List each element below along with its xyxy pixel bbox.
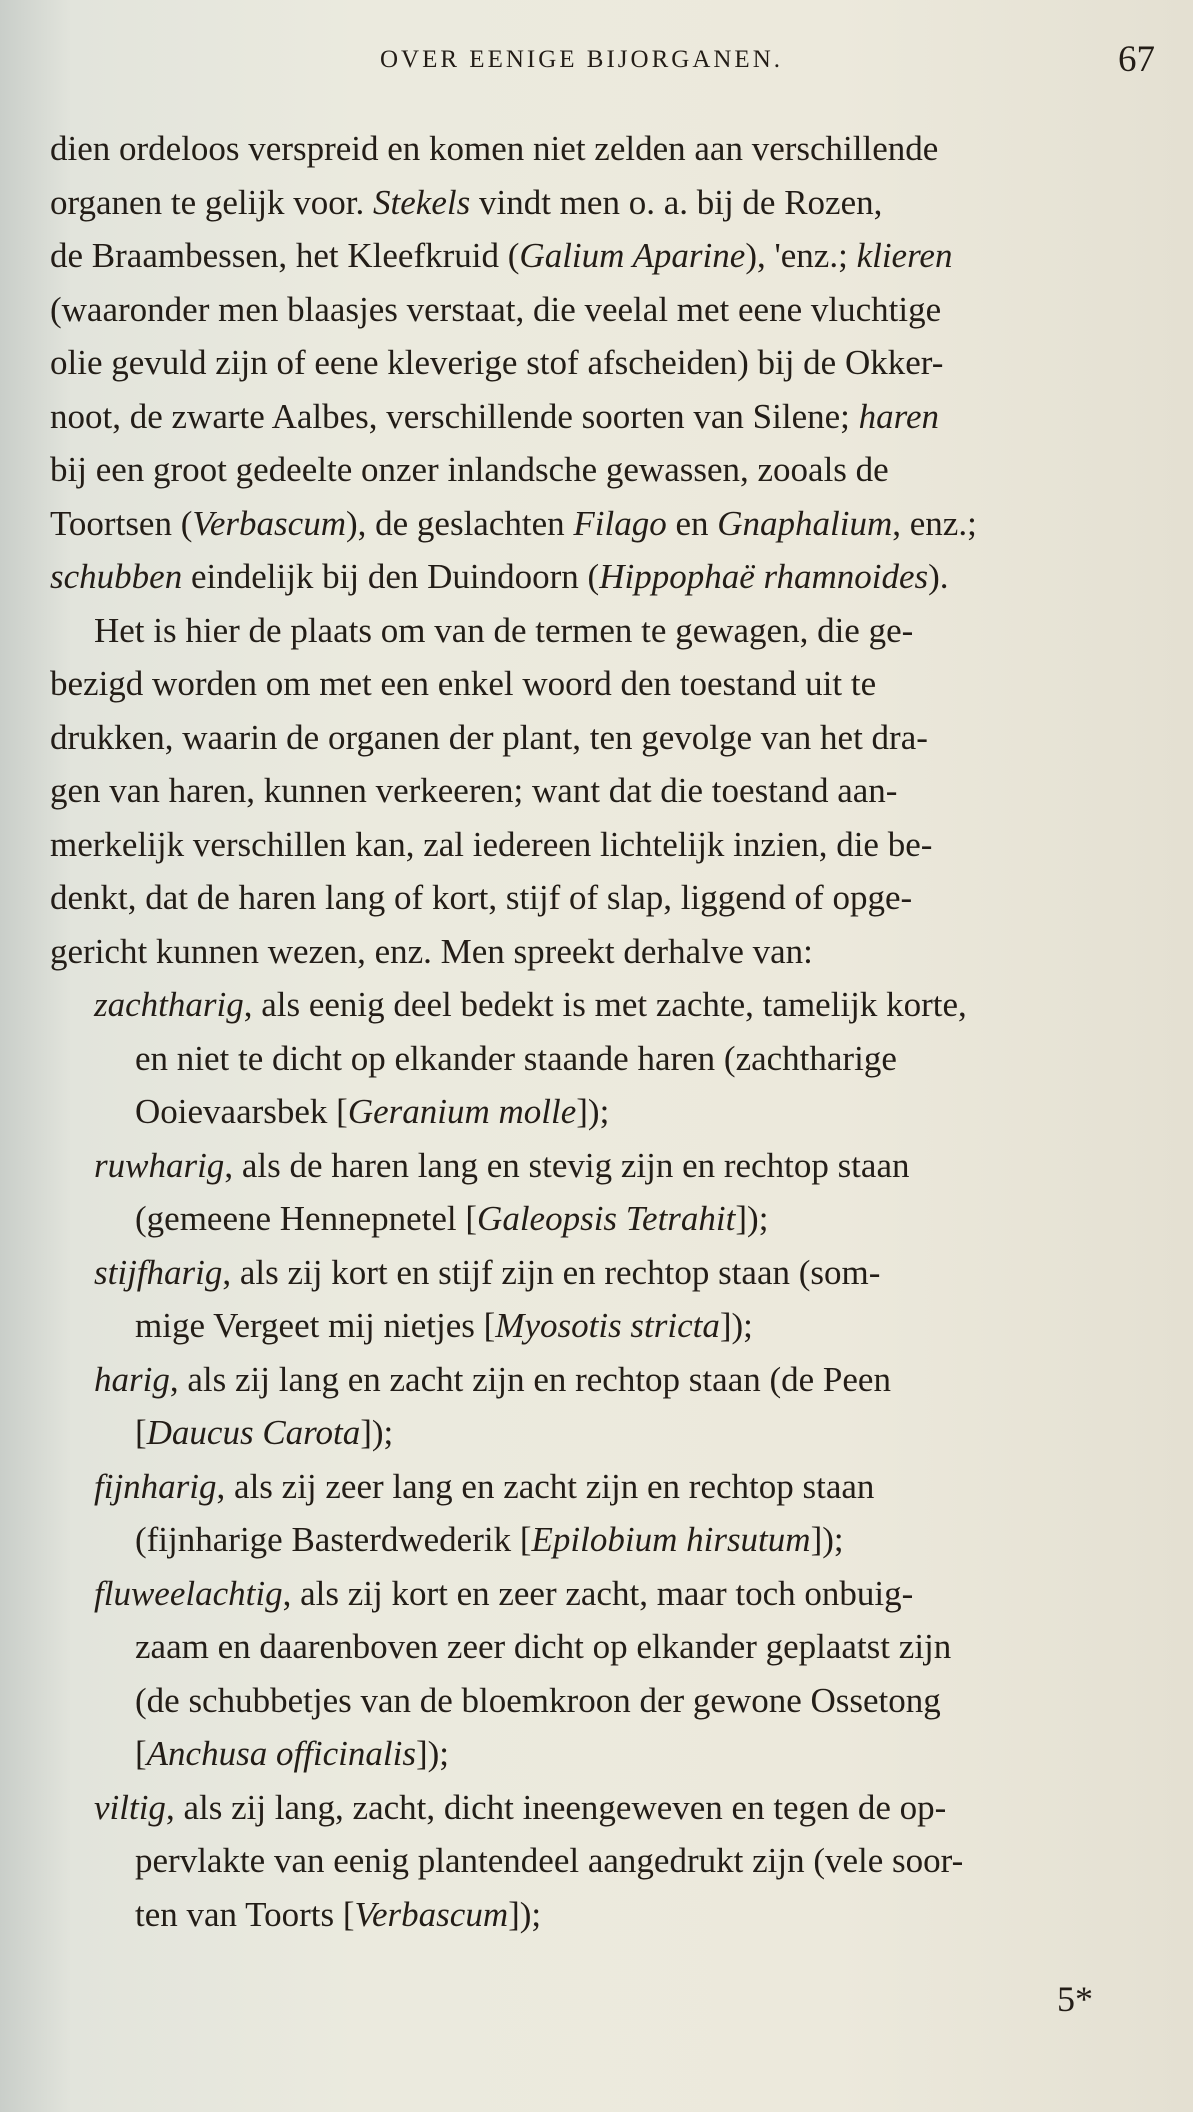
- text-line: de Braambessen, het Kleefkruid (Galium Aparine), 'enz.; klieren: [50, 236, 953, 275]
- definition-term: zachtharig: [94, 985, 244, 1024]
- text-line: bij een groot gedeelte onzer inlandsche gewassen, zooals de: [50, 450, 889, 489]
- term-schubben: schubben: [50, 557, 183, 596]
- text-line: gen van haren, kunnen verkeeren; want dat die toestand aan-: [50, 771, 898, 810]
- text-line: drukken, waarin de organen der plant, ten gevolge van het dra-: [50, 717, 928, 757]
- definition-entry: stijfharig, als zij kort en stijf zijn en rechtop staan (som- mige Vergeet mij nietjes [Myosotis stricta]);: [94, 1252, 881, 1345]
- definition-entry: harig, als zij lang en zacht zijn en rechtop staan (de Peen [Daucus Carota]);: [94, 1359, 891, 1452]
- definition-entry: fijnharig, als zij zeer lang en zacht zijn en rechtop staan (fijnharige Basterdwederik [Epilobium hirsutum]);: [94, 1466, 875, 1559]
- paragraph-start: Het is hier de plaats om van de termen te gewagen, die ge-: [94, 610, 914, 650]
- text-line: olie gevuld zijn of eene kleverige stof afscheiden) bij de Okker-: [50, 343, 944, 382]
- term-klieren: klieren: [856, 236, 953, 275]
- text-line: Toortsen (Verbascum), de geslachten Filago en Gnaphalium, enz.;: [50, 503, 977, 543]
- species-name: Verbascum: [192, 503, 346, 543]
- species-name: Gnaphalium: [717, 503, 893, 543]
- signature-mark: 5*: [1057, 1979, 1093, 2019]
- species-name: Daucus Carota: [146, 1413, 361, 1452]
- definition-term: ruwharig: [94, 1145, 225, 1185]
- species-name: Hippophaë rhamnoides: [599, 557, 929, 596]
- term-stekels: Stekels: [373, 182, 471, 222]
- definition-term: viltig: [94, 1787, 166, 1827]
- definition-term: stijfharig: [94, 1252, 223, 1292]
- text-line: denkt, dat de haren lang of kort, stijf of slap, liggend of opge-: [50, 878, 913, 917]
- species-name: Geranium molle: [347, 1092, 577, 1131]
- species-name: Galium Aparine: [519, 236, 746, 275]
- text-line: (waaronder men blaasjes verstaat, die veelal met eene vluchtige: [50, 289, 942, 329]
- definition-term: fluweelachtig: [94, 1573, 283, 1613]
- definition-term: fijnharig: [94, 1466, 217, 1506]
- definition-entry: fluweelachtig, als zij kort en zeer zacht, maar toch onbuig- zaam en daarenboven zeer dicht op elkander geplaatst zijn (de schubbetjes van de bloemkroon der gewone Ossetong [Anchusa officinalis]);: [94, 1573, 952, 1773]
- text-line: schubben eindelijk bij den Duindoorn (Hippophaë rhamnoides).: [50, 557, 949, 596]
- text-line: organen te gelijk voor. Stekels vindt men o. a. bij de Rozen,: [50, 182, 883, 222]
- text-line: bezigd worden om met een enkel woord den toestand uit te: [50, 664, 877, 703]
- definition-entry: zachtharig, als eenig deel bedekt is met zachte, tamelijk korte, en niet te dicht op elkander staande haren (zachtharige Ooievaarsbek [Geranium molle]);: [94, 985, 967, 1131]
- text-line: dien ordeloos verspreid en komen niet zelden aan verschillende: [50, 129, 939, 168]
- species-name: Anchusa officinalis: [146, 1734, 416, 1773]
- definition-entry: viltig, als zij lang, zacht, dicht ineengeweven en tegen de op- pervlakte van eenig plantendeel aangedrukt zijn (vele soor- ten van Toorts [Verbascum]);: [94, 1787, 964, 1934]
- page-header: [0, 38, 1193, 88]
- species-name: Myosotis stricta: [495, 1306, 720, 1345]
- body-text: [50, 122, 1155, 1941]
- text-line: gericht kunnen wezen, enz. Men spreekt derhalve van:: [50, 931, 813, 971]
- running-title: OVER EENIGE BIJORGANEN.: [380, 46, 783, 73]
- species-name: Verbascum: [354, 1894, 509, 1934]
- definition-term: harig: [94, 1359, 170, 1399]
- species-name: Galeopsis Tetrahit: [477, 1199, 736, 1238]
- text-line: noot, de zwarte Aalbes, verschillende soorten van Silene; haren: [50, 396, 939, 436]
- text-line: merkelijk verschillen kan, zal iedereen lichtelijk inzien, die be-: [50, 824, 933, 864]
- species-name: Epilobium hirsutum: [531, 1520, 811, 1559]
- term-haren: haren: [858, 396, 939, 436]
- species-name: Filago: [573, 503, 667, 543]
- page-number: 67: [1118, 39, 1155, 80]
- definition-entry: ruwharig, als de haren lang en stevig zijn en rechtop staan (gemeene Hennepnetel [Galeopsis Tetrahit]);: [94, 1145, 910, 1238]
